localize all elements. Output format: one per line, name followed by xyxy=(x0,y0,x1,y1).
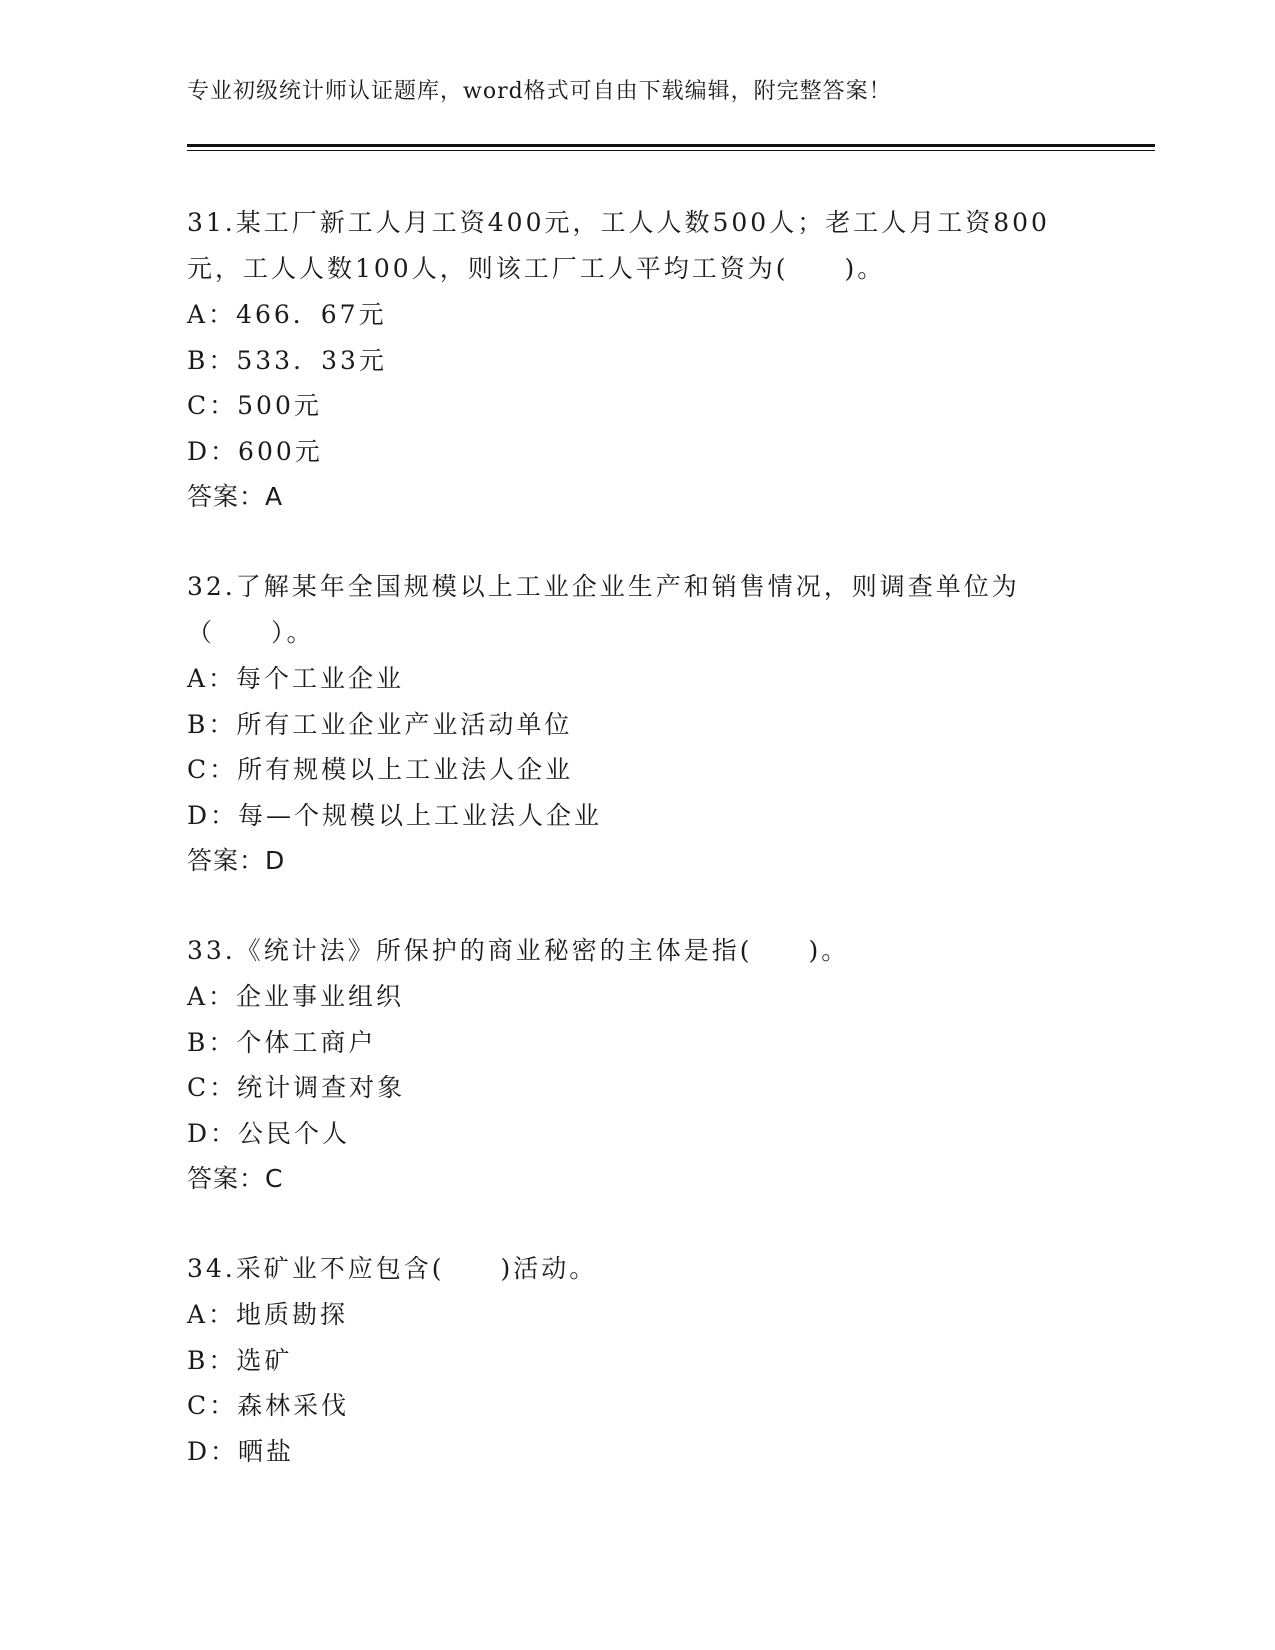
page-header: 专业初级统计师认证题库，word格式可自由下载编辑，附完整答案！ xyxy=(187,79,892,104)
answer-line: 答案：D xyxy=(187,846,286,875)
answer-line: 答案：C xyxy=(187,1164,284,1193)
question-32 xyxy=(187,564,1087,884)
question-stem: 32.了解某年全国规模以上工业企业生产和销售情况，则调查单位为（ ）。 xyxy=(187,572,1020,647)
option-b: B：选矿 xyxy=(187,1345,293,1375)
question-33 xyxy=(187,928,1087,1202)
answer-line: 答案：A xyxy=(187,482,284,511)
question-34 xyxy=(187,1246,1087,1474)
question-31 xyxy=(187,200,1087,520)
option-c: C：500元 xyxy=(187,391,322,420)
question-stem: 33.《统计法》所保护的商业秘密的主体是指( )。 xyxy=(187,936,850,965)
option-c: C：所有规模以上工业法人企业 xyxy=(187,755,574,784)
option-a: A：地质勘探 xyxy=(187,1300,349,1329)
option-c: C：森林采伐 xyxy=(187,1391,350,1420)
header-divider-thin xyxy=(187,150,1155,151)
option-c: C：统计调查对象 xyxy=(187,1073,406,1102)
option-b: B：个体工商户 xyxy=(187,1027,377,1057)
question-stem: 34.采矿业不应包含( )活动。 xyxy=(187,1254,598,1283)
option-a: A：每个工业企业 xyxy=(187,664,405,693)
option-b: B：所有工业企业产业活动单位 xyxy=(187,709,573,739)
option-d: D：公民个人 xyxy=(187,1118,351,1148)
question-stem: 31.某工厂新工人月工资400元，工人人数500人；老工人月工资800元，工人人数100人，则该工厂工人平均工资为( )。 xyxy=(187,208,1050,283)
option-d: D：600元 xyxy=(187,436,323,466)
option-d: D：晒盐 xyxy=(187,1436,295,1466)
option-a: A：企业事业组织 xyxy=(187,982,405,1011)
option-d: D：每—个规模以上工业法人企业 xyxy=(187,800,603,830)
option-a: A：466．67元 xyxy=(187,300,387,329)
option-b: B：533．33元 xyxy=(187,345,387,375)
question-list xyxy=(187,200,1087,1518)
header-divider-thick xyxy=(187,144,1155,147)
